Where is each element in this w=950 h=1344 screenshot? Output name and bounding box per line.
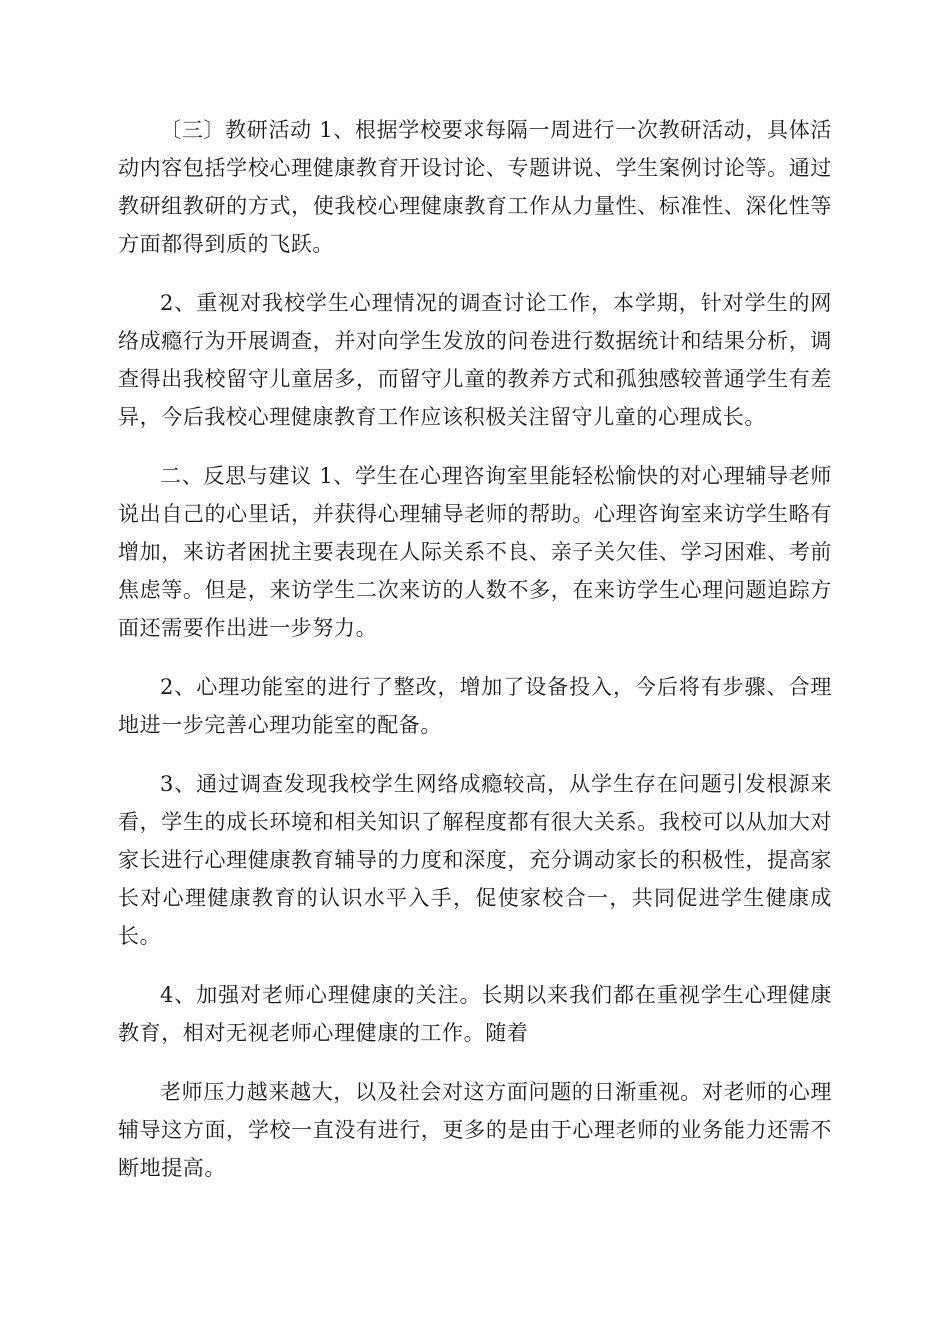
paragraph-reflection-3: 3、通过调查发现我校学生网络成瘾较高，从学生存在问题引发根源来看，学生的成长环境和相关知识了解程度都有很大关系。我校可以从加大对家长进行心理健康教育辅导的力度和深度，充分调动家长的积极性，提高家长对心理健康教育的认识水平入手，促使家校合一，共同促进学生健康成长。 — [118, 772, 832, 948]
paragraph-teaching-research: 〔三〕教研活动 1、根据学校要求每隔一周进行一次教研活动，具体活动内容包括学校心理健康教育开设讨论、专题讲说、学生案例讨论等。通过教研组教研的方式，使我校心理健康教育工作从力量性、标准性、深化性等方面都得到质的飞跃。 — [118, 118, 832, 256]
paragraph-survey-work: 2、重视对我校学生心理情况的调查讨论工作，本学期，针对学生的网络成瘾行为开展调查，并对向学生发放的问卷进行数据统计和结果分析，调查得出我校留守儿童居多，而留守儿童的教养方式和孤独感较普通学生有差异，今后我校心理健康教育工作应该积极关注留守儿童的心理成长。 — [118, 291, 832, 429]
paragraph-reflection-1: 二、反思与建议 1、学生在心理咨询室里能轻松愉快的对心理辅导老师说出自己的心里话，并获得心理辅导老师的帮助。心理咨询室来访学生略有增加，来访者困扰主要表现在人际关系不良、亲子关欠佳、学习困难、考前焦虑等。但是，来访学生二次来访的人数不多，在来访学生心理问题追踪方面还需要作出进一步努力。 — [118, 464, 832, 640]
paragraph-reflection-2: 2、心理功能室的进行了整改，增加了设备投入，今后将有步骤、合理地进一步完善心理功能室的配备。 — [118, 675, 832, 737]
document-body — [118, 111, 832, 1187]
paragraph-reflection-4: 4、加强对老师心理健康的关注。长期以来我们都在重视学生心理健康教育，相对无视老师心理健康的工作。随着 — [118, 983, 832, 1045]
paragraph-teacher-pressure: 老师压力越来越大，以及社会对这方面问题的日渐重视。对老师的心理辅导这方面，学校一直没有进行，更多的是由于心理老师的业务能力还需不断地提高。 — [118, 1080, 832, 1180]
